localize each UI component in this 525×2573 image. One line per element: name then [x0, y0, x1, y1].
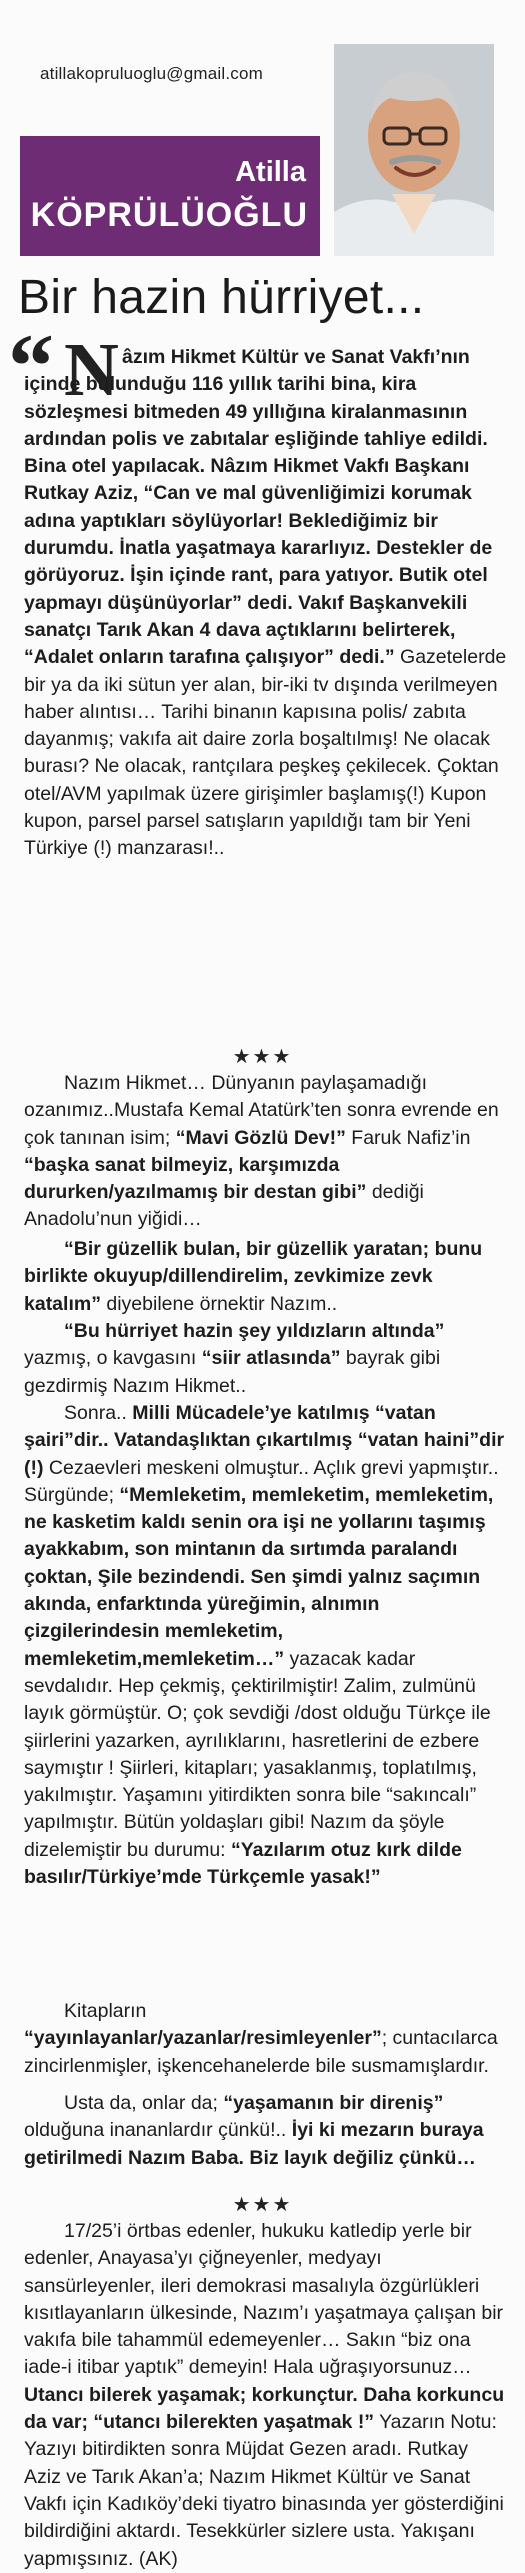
paragraph-6-text-1: Kitapların: [64, 2000, 147, 2022]
paragraph-2: [24, 1070, 508, 1234]
paragraph-6: [24, 1998, 508, 2080]
section-separator-1: ★★★: [232, 1046, 293, 1068]
paragraph-2-text-1: Nazım Hikmet… Dünyanın paylaşamadığı ozanımız..Mustafa Kemal Atatürk’ten sonra evrende en çok tanınan isim;: [24, 1072, 499, 1149]
paragraph-5-text-3: yazacak kadar sevdalıdır. Hep çekmiş, çektirilmiştir! Zalim, zulmünü layık görmüştür. O; çok sevdiği /dost olduğu Türkçe ile şiirlerini yazarken, ayrılıklarını, hasretlerini de ezbere saymıştır ! Şiirleri, kitapları; yasaklanmış, toplatılmış, yakılmıştır. Yaşamını yitirdikten sonra bile “sakıncalı” yapılmıştır. Bütün yoldaşları gibi! Nazım da şöyle dizelemiştir bu durumu:: [24, 1647, 491, 1861]
paragraph-8: [24, 2218, 508, 2573]
paragraph-5: [24, 1400, 508, 1891]
paragraph-3-text: diyebilene örnektir Nazım..: [100, 1292, 338, 1315]
drop-cap: N: [64, 328, 119, 412]
author-last-name: KÖPRÜLÜOĞLU: [30, 196, 308, 234]
paragraph-3-bold: “Bir güzellik bulan, bir güzellik yaratan; bunu birlikte okuyup/dillendirelim, zevkimize zevk katalım”: [24, 1238, 483, 1315]
paragraph-5-text-2: Cezaevleri meskeni olmuştur.. Açlık grevi yapmıştır.. Sürgünde;: [24, 1456, 499, 1506]
paragraph-2-bold-2: “başka sanat bilmeyiz, karşımızda dururken/yazılmamış bir destan gibi”: [24, 1153, 367, 1204]
paragraph-7: [24, 2090, 508, 2172]
author-first-name: Atilla: [235, 156, 306, 188]
author-portrait-icon: [334, 44, 494, 256]
paragraph-7-text-1: Usta da, onlar da;: [64, 2092, 224, 2114]
paragraph-7-text-2: olduğuna inananlardır çünkü!..: [24, 2119, 292, 2142]
paragraph-5-bold-1: Milli Mücadele’ye katılmış “vatan şairi”dir.. Vatandaşlıktan çıkartılmış “vatan haini”dir (!): [24, 1402, 505, 1479]
paragraph-4-bold-1: “Bu hürriyet hazin şey yıldızların altında”: [64, 1320, 445, 1342]
paragraph-1: [24, 344, 508, 863]
paragraph-7-bold-1: “yaşamanın bir direniş”: [223, 2092, 444, 2114]
paragraph-4-text-1: yazmış, o kavgasını: [24, 1347, 202, 1370]
paragraph-4: [24, 1318, 508, 1400]
paragraph-5-text-1: Sonra..: [64, 1402, 133, 1424]
paragraph-7-bold-2: İyi ki mezarın buraya getirilmedi Nazım Baba. Biz layık değiliz çünkü…: [24, 2119, 484, 2169]
paragraph-1-text: Gazetelerde bir ya da iki sütun yer alan, bir-iki tv dışında verilmeyen haber alıntısı… Tarihi binanın kapısına polis/ zabıta dayanmış; vakıfa ait daire zorla boşaltılmış! Ne olacak burası? Ne olacak, rantçılara peşkeş çekilecek. Çoktan otel/AVM yapılmak üzere girişimler başlamış(!) Kupon kupon, parsel parsel satışların yapıldığı tam bir Yeni Türkiye (!) manzarası!..: [24, 646, 507, 860]
paragraph-4-bold-2: “siir atlasında”: [201, 1347, 341, 1370]
paragraph-3: [24, 1236, 508, 1318]
paragraph-4-text-2: bayrak gibi gezdirmiş Nazım Hikmet..: [24, 1347, 441, 1397]
author-photo: [334, 44, 494, 256]
paragraph-5-bold-2: “Memleketim, memleketim, memleketim, ne kasketim kaldı senin ora işi ne yollarını taşımış ayakkabım, son mintanın da sırtımda paralandı çoktan, Şile bezindendi. Sen şimdi yalnız saçımın akında, enfarktında yüreğimin, alnımın çizgilerindesin memleketim, memleketim,memleketim…”: [24, 1483, 494, 1670]
section-separator-2: ★★★: [232, 2194, 293, 2216]
paragraph-1-bold-lead: âzım Hikmet Kültür ve Sanat Vakfı’nın içinde bulunduğu 116 yıllık tarihi bina, kira sözleşmesi bitmeden 49 yıllığına kiralanmasının ardından polis ve zabıtalar eşliğinde tahliye edildi. Bina otel yapılacak. Nâzım Hikmet Vakfı Başkanı Rutkay Aziz, “Can ve mal güvenliğimizi korumak adına yaptıkları söylüyorlar! Beklediğimiz bir durumdu. İnatla yaşatmaya kararlıyız. Destekler de görüyoruz. İşin içinde rant, para yatıyor. Butik otel yapmayı düşünüyorlar” dedi. Vakıf Başkanvekili sanatçı Tarık Akan 4 dava açtıklarını belirterek, “Adalet onların tarafına çalışıyor” dedi.”: [24, 346, 493, 669]
opening-quote-mark: “: [8, 315, 54, 417]
article-title: Bir hazin hürriyet...: [18, 271, 425, 324]
column-header: [0, 0, 525, 262]
paragraph-5-bold-3: “Yazılarım otuz kırk dilde basılır/Türkiye’mde Türkçemle yasak!”: [24, 1838, 462, 1889]
paragraph-8-text-2: Yazarın Notu: Yazıyı bitirdikten sonra Müjdat Gezen aradı. Rutkay Aziz ve Tarık Akan’a; Nazım Hikmet Kültür ve Sanat Vakfı için Kadıköy’deki tiyatro binasında yer gösterdiğini bildirdiğini aktardı. Tesekkürler sizlere usta. Yakışanı yapmışsınız. (AK): [24, 2411, 504, 2570]
paragraph-8-text-1: 17/25’i örtbas edenler, hukuku katledip yerle bir edenler, Anayasa’yı çiğneyenler, medyayı sansürleyenler, ileri demokrasi masalıyla özgürlükleri kısıtlayanların ülkesinde, Nazım’ı yaşatmaya çalışan bir vakıfa bile tahammül edemeyenler… Sakın “biz ona iade-i itibar yaptık” demeyin! Hala uğraşıyorsunuz…: [24, 2220, 504, 2379]
paragraph-6-bold: “yayınlayanlar/yazanlar/resimleyenler”: [24, 2027, 382, 2050]
paragraph-2-text-2: Faruk Nafiz’in: [345, 1126, 471, 1149]
paragraph-2-bold-1: “Mavi Gözlü Dev!”: [175, 1126, 346, 1149]
author-name-box: [20, 136, 320, 256]
paragraph-8-bold: Utancı bilerek yaşamak; korkunçtur. Daha korkuncu da var; “utancı bilerekten yaşatmak !”: [24, 2383, 505, 2434]
author-email: atillakopruluoglu@gmail.com: [40, 64, 263, 83]
paragraph-6-text-2: ; cuntacılarca zincirlenmişler, işkencehanelerde bile susmamışlardır.: [24, 2027, 498, 2077]
paragraph-2-text-3: dediği Anadolu’nun yiğidi…: [24, 1181, 424, 1231]
